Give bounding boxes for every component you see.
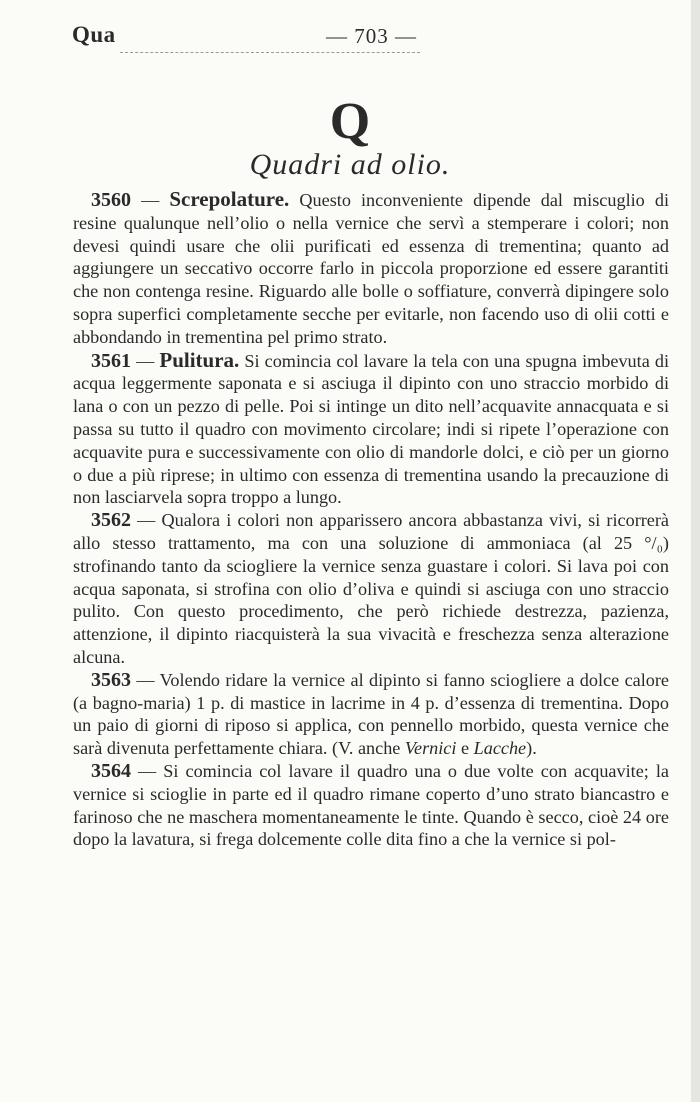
entry-dash: — [131,350,160,371]
section-title: Quadri ad olio. [249,148,451,181]
entry-text: Si comincia col lavare il quadro una o due volte con acquavite; la vernice si scioglie in parte ed il quadro rimane coperto d’uno strato biancastro e farinoso che ne maschera momentaneamente le tinte. Quando è secco, cioè 24 ore dopo la lavatura, si frega dolcemente colle dita fino a che la vernice si pol- [73,760,669,850]
reference-join: e [456,738,474,759]
entry-number: 3560 [91,189,131,211]
entry-3564 [73,760,669,851]
entry-dash: — [131,669,160,690]
entry-3560 [73,188,669,349]
entry-dash: — [131,510,162,531]
entry-text: Questo inconveniente dipende dal miscuglio di resine qualunque nell’olio o nella vernice che servì a stemperare i colori; non devesi quindi usare che olii purificati ed essenza di trementina; quanto ad aggiungere un seccativo occorre farlo in piccola proporzione ed essere garantiti che non contenga resine. Riguardo alle bolle o soffiature, converrà dipingere solo sopra superfici completamente secche per evitarle, non facendo uso di olii cotti e abbondando in trementina pel primo strato. [73,190,669,347]
entry-text-tail: ). [526,738,537,759]
page-number: — 703 — [326,24,417,48]
entry-number: 3562 [91,509,131,532]
header-guide-word: Qua [72,22,116,47]
header-rule [120,52,420,53]
cross-reference: Lacche [473,738,527,759]
page-edge [691,0,700,1102]
entry-dash: — [131,190,170,210]
entry-text: Si comincia col lavare la tela con una spugna imbevuta di acqua leggermente saponata e si asciuga il dipinto con uno straccio morbido di lana o con un pezzo di pelle. Poi si intinge un dito nell’acquavite annacquata e si passa su tutto il quadro con movimento circolare; indi si ripete l’operazione con acquavite pura e successivamente con olio di mandorle dolci, e ciò per un giorno o due a più riprese; in ultimo con essenza di trementina usando la precauzione di non lasciarvela sopra troppo a lungo. [73,350,670,508]
text-body [73,188,669,851]
entry-text: Volendo ridare la vernice al dipinto si fanno sciogliere a dolce calore (a bagno-maria) 1 p. di mastice in lacrime in 4 p. d’essenza di trementina. Dopo un paio di giorni di riposo si applica, con pennello morbido, questa vernice che sarà divenuta perfettamente chiara. (V. anche [73,669,669,759]
entry-term: Pulitura. [159,347,240,372]
section-letter: Q [329,93,371,150]
entry-number: 3561 [91,349,131,372]
entry-3561 [73,349,669,510]
entry-number: 3563 [91,668,131,691]
entry-3563 [73,669,669,760]
entry-dash: — [131,760,164,781]
entry-text: Qualora i colori non apparissero ancora abbastanza vivi, si ricorrerà allo stesso trattamento, ma con una soluzione di ammoniaca (al 25 °/₀) strofinando tanto da sciogliere la vernice senza guastare i colori. Si lava poi con acqua saponata, si strofina con olio d’oliva e quindi si asciuga con uno straccio pulito. Con questo procedimento, che però richiede destrezza, pazienza, attenzione, il dipinto riacquisterà la sua vivacità e freschezza senza alterazione alcuna. [73,510,670,667]
entry-3562 [73,509,669,669]
cross-reference: Vernici [404,738,457,759]
entry-term: Screpolature. [169,187,290,211]
running-header [0,22,700,56]
entry-number: 3564 [91,759,131,782]
